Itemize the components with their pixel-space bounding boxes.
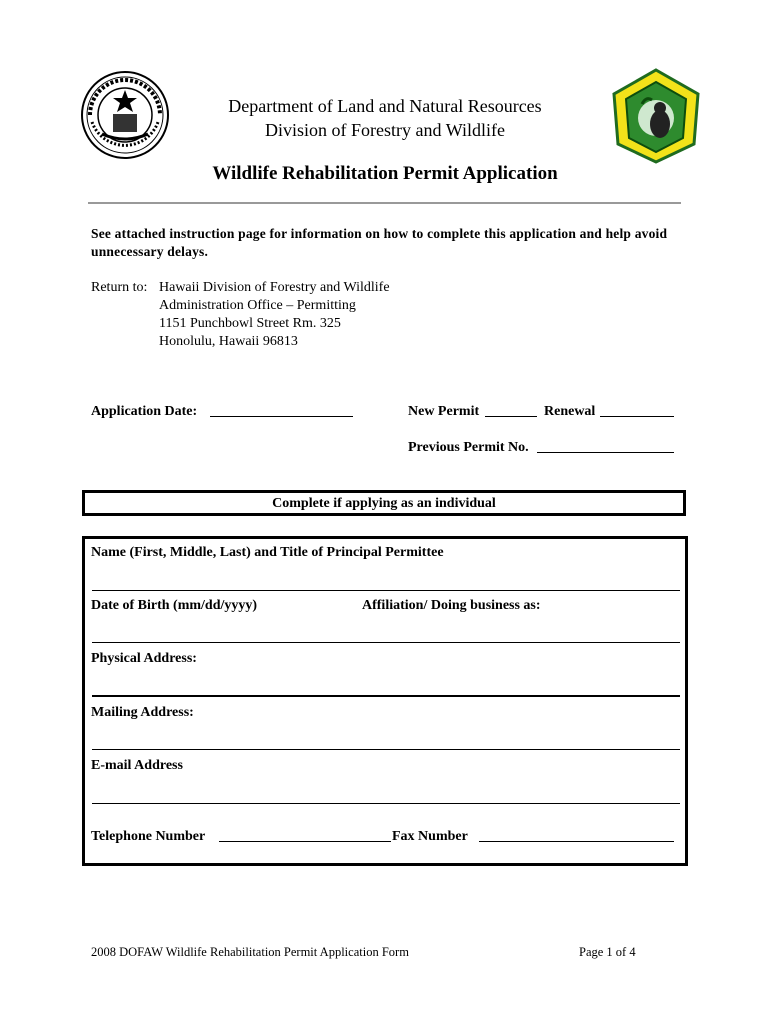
physical-address-label: Physical Address: [91, 651, 197, 666]
mailing-address-label: Mailing Address: [91, 705, 194, 720]
telephone-field[interactable] [219, 829, 391, 842]
previous-permit-field[interactable] [537, 440, 674, 453]
section-header-box [82, 490, 686, 516]
return-address-line: Administration Office – Permitting [159, 298, 356, 313]
instructions-text: See attached instruction page for information on how to complete this application and help avoid unnecessary delays. [91, 226, 668, 259]
application-date-label: Application Date: [91, 404, 198, 419]
mailing-address-field[interactable] [92, 749, 680, 750]
dob-label: Date of Birth (mm/dd/yyyy) [91, 598, 258, 613]
new-permit-field[interactable] [485, 404, 537, 417]
affiliation-label: Affiliation/ Doing business as: [362, 598, 541, 613]
renewal-field[interactable] [600, 404, 674, 417]
return-address-line: Honolulu, Hawaii 96813 [159, 334, 298, 349]
footer-form-name: 2008 DOFAW Wildlife Rehabilitation Permit Application Form [91, 945, 409, 959]
department-name: Department of Land and Natural Resources [228, 96, 542, 116]
division-name: Division of Forestry and Wildlife [265, 120, 505, 140]
previous-permit-label: Previous Permit No. [408, 440, 529, 455]
fax-label: Fax Number [392, 829, 468, 844]
title-divider [88, 202, 681, 204]
new-permit-label: New Permit [408, 404, 480, 419]
individual-info-box [82, 536, 688, 866]
telephone-label: Telephone Number [91, 829, 206, 844]
name-label: Name (First, Middle, Last) and Title of Principal Permittee [91, 545, 444, 560]
email-label: E-mail Address [91, 758, 183, 773]
return-address-line: 1151 Punchbowl Street Rm. 325 [159, 316, 341, 331]
section-title: Complete if applying as an individual [272, 496, 496, 511]
renewal-label: Renewal [544, 404, 596, 419]
fax-field[interactable] [479, 829, 674, 842]
return-address-line: Hawaii Division of Forestry and Wildlife [159, 280, 390, 295]
dob-affiliation-field[interactable] [92, 642, 680, 643]
application-date-field[interactable] [210, 404, 353, 417]
page-number: Page 1 of 4 [579, 945, 636, 959]
form-title: Wildlife Rehabilitation Permit Application [212, 163, 558, 184]
email-field[interactable] [92, 803, 680, 804]
physical-address-field[interactable] [92, 695, 680, 697]
return-to-label: Return to: [91, 280, 148, 295]
name-field[interactable] [92, 590, 680, 591]
